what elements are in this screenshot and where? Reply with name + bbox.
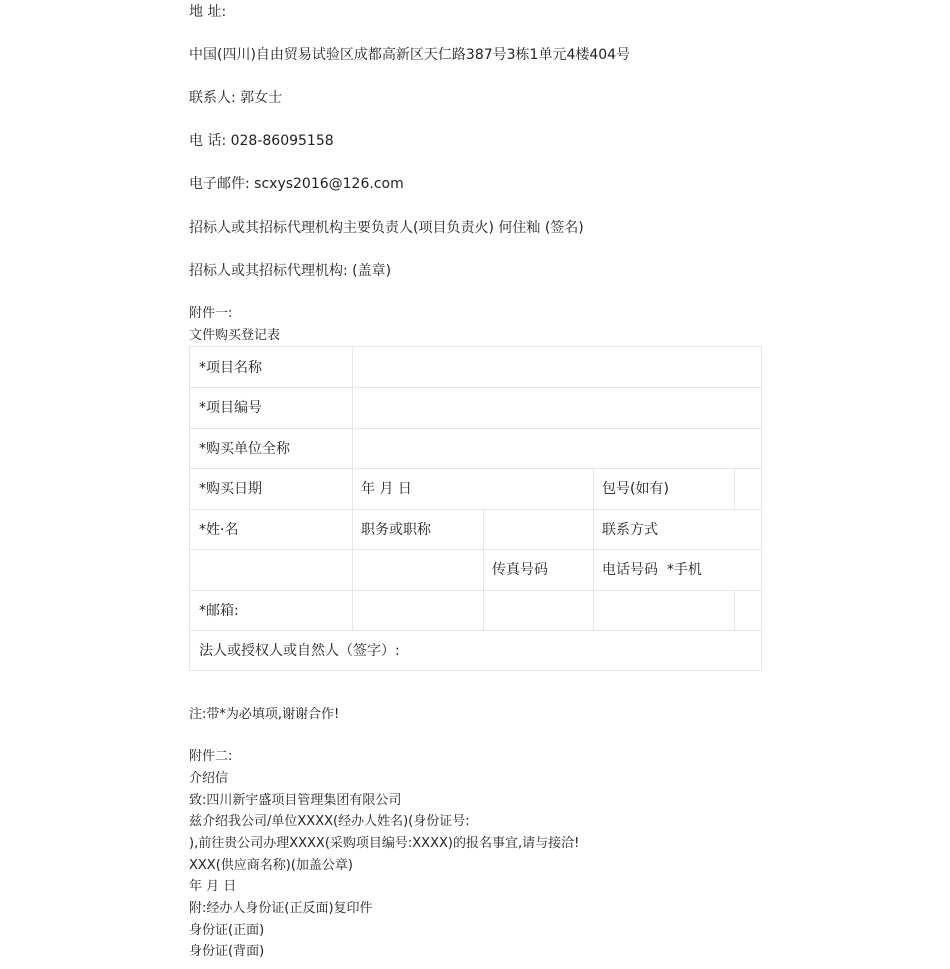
attachment1-title: 文件购买登记表 [189,328,281,343]
letter-line2: ),前往贵公司办理XXXX(采购项目编号:XXXX)的报名事宜,请与接洽! [189,836,580,851]
date-placeholder: 年 月 日 [361,481,412,497]
letter-recipient: 致:四川新宇盛项目管理集团有限公司 [189,793,402,808]
mailbox-label: *邮箱: [199,603,239,619]
project-name-label: *项目名称 [199,360,262,376]
address-value: 中国(四川)自由贸易试验区成都高新区天仁路387号3栋1单元4楼404号 [189,47,631,63]
attachment-note: 附:经办人身份证(正反面)复印件 [189,901,373,916]
signature-label: 法人或授权人或自然人（签字）: [199,643,400,659]
letter-date: 年 月 日 [189,879,237,894]
buyer-name-label: *购买单位全称 [199,441,290,457]
attachment2-heading: 附件二: [189,749,233,764]
letter-line1: 兹介绍我公司/单位XXXX(经办人姓名)(身份证号: [189,814,470,829]
required-note: 注:带*为必填项,谢谢合作! [189,707,340,722]
project-no-label: *项目编号 [199,400,262,416]
email-address: 电子邮件: scxys2016@126.com [189,176,404,192]
attachment1-heading: 附件一: [189,306,233,321]
name-label: *姓·名 [199,522,239,538]
phone-mobile-label: 电话号码 *手机 [602,562,702,578]
attachment2-title: 介绍信 [189,771,229,786]
id-back-label: 身份证(背面) [189,944,265,959]
contact-person: 联系人: 郭女士 [189,90,283,106]
purchase-registration-form [189,346,762,671]
contact-method-label: 联系方式 [602,522,658,538]
id-front-label: 身份证(正面) [189,923,265,938]
position-label: 职务或职称 [361,522,431,538]
supplier-seal-line: XXX(供应商名称)(加盖公章) [189,858,354,873]
address-label: 地 址: [189,4,227,20]
package-no-label: 包号(如有) [602,481,669,497]
principal-signature-line: 招标人或其招标代理机构主要负责人(项目负责火) 何住籼 (签名) [189,220,584,236]
fax-label: 传真号码 [492,562,548,578]
purchase-date-label: *购买日期 [199,481,262,497]
phone-number: 电 话: 028-86095158 [189,133,334,149]
agency-seal-line: 招标人或其招标代理机构: (盖章) [189,263,392,279]
